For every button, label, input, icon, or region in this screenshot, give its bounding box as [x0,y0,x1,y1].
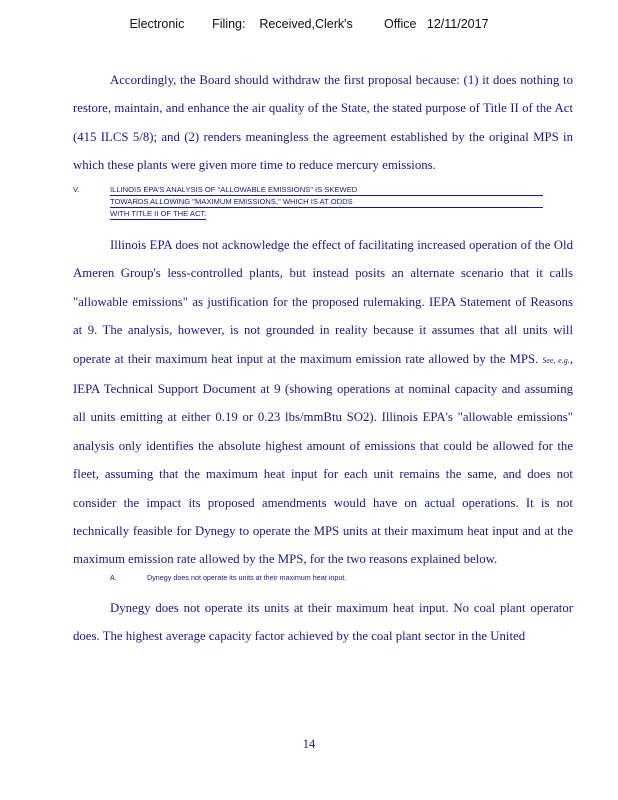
section-v-line1: ILLINOIS EPA'S ANALYSIS OF "ALLOWABLE EMISSIONS" IS SKEWED [110,184,543,196]
header-received: Received,Clerk's [259,17,353,31]
para2-part-a: Illinois EPA does not acknowledge the effect of facilitating increased operation of the Old Ameren Group's less-controlled plants, but instead posits an alternate scenario that it calls "allowable emissions" as justification for the proposed rulemaking. IEPA Statement of Reasons at 9. The analysis, however, is not grounded in reality because it assumes that all units will operate at their maximum heat input at the maximum emission rate allowed by the MPS. [73,238,573,366]
subsection-a-title: Dynegy does not operate its units at their maximum heat input. [147,573,347,582]
header-filing: Filing: [212,17,246,31]
page-number: 14 [302,737,316,751]
subsection-a-heading [110,573,346,582]
paragraph-withdraw-proposal: Accordingly, the Board should withdraw the first proposal because: (1) it does nothing to restore, maintain, and enhance the air quality of the State, the stated purpose of Title II of the Act (415 ILCS 5/8); and (2) renders meaningless the agreement established by the original MPS in which these plants were given more time to reduce mercury emissions. [73,73,573,173]
see-eg-citation: See, e.g. [542,355,570,365]
paragraph-heat-input: Dynegy does not operate its units at their maximum heat input. No coal plant operator does. The highest average capacity factor achieved by the coal plant sector in the United [73,601,573,644]
section-v-number: V. [73,185,80,194]
section-v-heading [73,184,543,220]
header-electronic: Electronic [129,17,185,31]
section-v-line2: TOWARDS ALLOWING "MAXIMUM EMISSIONS," WHICH IS AT ODDS [110,196,543,208]
section-v-line3: WITH TITLE II OF THE ACT. [110,209,207,218]
filing-header [0,17,618,31]
header-office: Office [384,17,417,31]
para2-part-b: , IEPA Technical Support Document at 9 (showing operations at nominal capacity and assuming all units emitting at either 0.19 or 0.23 lbs/mmBtu SO2). Illinois EPA's "allowable emissions" analysis only identifies the absolute highest amount of emissions that could be allowed for the fleet, assuming that the maximum heat input for each unit remains the same, and does not consider the impact its proposed amendments would have on actual operations. It is not technically feasible for Dynegy to operate the MPS units at their maximum heat input and at the maximum emission rate allowed by the MPS, for the two reasons explained below. [73,351,574,567]
paragraph-allowable-emissions [73,231,573,574]
subsection-a-letter: A. [110,573,117,582]
header-date: 12/11/2017 [426,17,489,31]
